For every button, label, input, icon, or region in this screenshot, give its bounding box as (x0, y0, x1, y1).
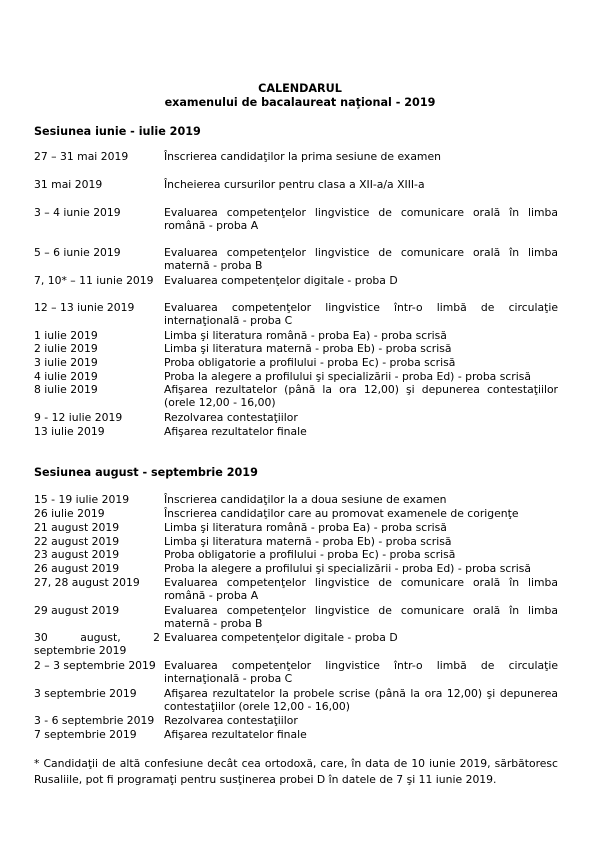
row-date: 27 – 31 mai 2019 (34, 150, 129, 163)
row-description: Afişarea rezultatelor finale (164, 728, 307, 741)
row-date: 3 septembrie 2019 (34, 687, 137, 700)
row-description: Afişarea rezultatelor (până la ora 12,00) şi depunerea contestaţiilor (orele 12,00 - 16,00) (164, 383, 558, 409)
footnote: * Candidaţii de altă confesiune decât cea ortodoxă, care, în data de 10 iunie 2019, sărbătoresc Rusaliile, pot fi programaţi pentru susţinerea probei D în datele de 7 şi 11 iunie 2019. (34, 757, 558, 786)
session1-heading: Sesiunea iunie - iulie 2019 (34, 125, 201, 138)
row-date: 23 august 2019 (34, 548, 120, 561)
row-description: Afişarea rezultatelor la probele scrise (până la ora 12,00) şi depunerea contestaţiilor (orele 12,00 - 16,00) (164, 687, 558, 713)
row-description: Limba şi literatura română - proba Ea) - proba scrisă (164, 521, 447, 534)
row-date: 15 - 19 iulie 2019 (34, 493, 130, 506)
row-date: 31 mai 2019 (34, 178, 103, 191)
row-description: Rezolvarea contestaţiilor (164, 714, 298, 727)
row-date: 1 iulie 2019 (34, 329, 98, 342)
row-date: 7, 10* – 11 iunie 2019 (34, 274, 154, 287)
row-description: Evaluarea competenţelor lingvistice într-o limbă de circulaţie internaţională - proba C (164, 301, 558, 327)
row-date: 4 iulie 2019 (34, 370, 98, 383)
row-date: 3 iulie 2019 (34, 356, 98, 369)
row-description: Înscrierea candidaţilor care au promovat examenele de corigenţe (164, 507, 519, 520)
row-date: 2 iulie 2019 (34, 342, 98, 355)
row-date: 3 - 6 septembrie 2019 (34, 714, 155, 727)
row-date: 13 iulie 2019 (34, 425, 105, 438)
row-date: 29 august 2019 (34, 604, 120, 617)
row-description: Evaluarea competenţelor lingvistice de comunicare orală în limba română - proba A (164, 576, 558, 602)
row-date: 7 septembrie 2019 (34, 728, 137, 741)
row-description: Înscrierea candidaţilor la prima sesiune de examen (164, 150, 441, 163)
row-date: 22 august 2019 (34, 535, 120, 548)
row-date: 12 – 13 iunie 2019 (34, 301, 135, 314)
row-description: Evaluarea competenţelor lingvistice de comunicare orală în limba maternă - proba B (164, 246, 558, 272)
row-description: Evaluarea competenţelor lingvistice de comunicare orală în limba română - proba A (164, 206, 558, 232)
document-title: CALENDARUL (258, 82, 342, 95)
document-subtitle: examenului de bacalaureat naţional - 2019 (164, 96, 436, 109)
row-description: Rezolvarea contestaţiilor (164, 411, 298, 424)
row-date: 26 iulie 2019 (34, 507, 105, 520)
row-description: Proba obligatorie a profilului - proba Ec) - proba scrisă (164, 548, 456, 561)
row-description: Înscrierea candidaţilor la a doua sesiune de examen (164, 493, 447, 506)
row-date: 5 – 6 iunie 2019 (34, 246, 121, 259)
row-description: Afişarea rezultatelor finale (164, 425, 307, 438)
row-date: 26 august 2019 (34, 562, 120, 575)
row-description: Evaluarea competenţelor digitale - proba D (164, 274, 398, 287)
row-description: Limba şi literatura maternă - proba Eb) - proba scrisă (164, 535, 452, 548)
row-description: Evaluarea competenţelor lingvistice într-o limbă de circulaţie internaţională - proba C (164, 659, 558, 685)
row-description: Evaluarea competenţelor lingvistice de comunicare orală în limba maternă - proba B (164, 604, 558, 630)
row-date: 2 – 3 septembrie 2019 (34, 659, 156, 672)
row-description: Încheierea cursurilor pentru clasa a XII-a/a XIII-a (164, 178, 425, 191)
row-date: 8 iulie 2019 (34, 383, 98, 396)
row-description: Limba şi literatura maternă - proba Eb) - proba scrisă (164, 342, 452, 355)
row-date: 21 august 2019 (34, 521, 120, 534)
row-description: Limba şi literatura română - proba Ea) - proba scrisă (164, 329, 447, 342)
row-description: Proba la alegere a profilului şi specializării - proba Ed) - proba scrisă (164, 562, 531, 575)
session2-heading: Sesiunea august - septembrie 2019 (34, 466, 258, 479)
row-date: 9 - 12 iulie 2019 (34, 411, 123, 424)
row-description: Proba la alegere a profilului şi specializării - proba Ed) - proba scrisă (164, 370, 531, 383)
row-description: Evaluarea competenţelor digitale - proba D (164, 631, 398, 644)
row-date: 3 – 4 iunie 2019 (34, 206, 121, 219)
row-date: 30 august, 2 septembrie 2019 (34, 631, 160, 657)
row-date: 27, 28 august 2019 (34, 576, 140, 589)
row-description: Proba obligatorie a profilului - proba Ec) - proba scrisă (164, 356, 456, 369)
